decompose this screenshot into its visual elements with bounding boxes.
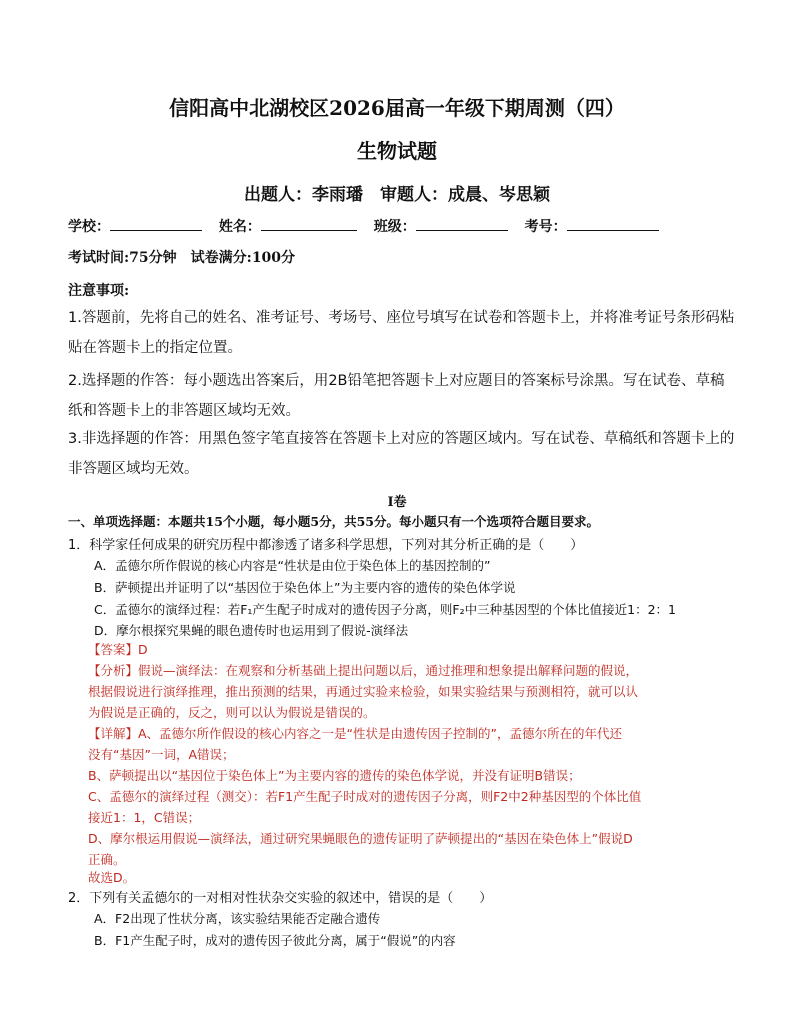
name-blank[interactable] [261, 216, 357, 231]
question-1-analysis-line: 根据假说进行演绎推理，推出预测的结果，再通过实验来检验，如果实验结果与预测相符，就可以认 [88, 684, 639, 699]
class-blank[interactable] [416, 216, 508, 231]
question-1-detail-line: 没有“基因”一词，A错误； [88, 747, 235, 762]
number-blank[interactable] [567, 216, 659, 231]
question-1-answer: 【答案】D [88, 642, 148, 657]
notice-item: 1.答题前，先将自己的姓名、准考证号、考场号、座位号填写在试卷和答题卡上，并将准考证号条形码粘贴在答题卡上的指定位置。 [68, 310, 735, 356]
question-1-detail-line: 正确。 [88, 852, 126, 867]
number-label: 考号： [524, 219, 567, 235]
class-label: 班级： [373, 219, 416, 235]
question-1-detail-line: C、孟德尔的演绎过程（测交）：若F1产生配子时成对的遗传因子分离，则F2中2种基因型的个体比值 [88, 789, 642, 804]
volume-label: I卷 [387, 495, 407, 510]
question-1-analysis-line: 【分析】假说—演绎法：在观察和分析基础上提出问题以后，通过推理和想象提出解释问题的假说， [88, 663, 639, 678]
subject-title: 生物试题 [357, 139, 437, 163]
question-2-option-b: B．F1产生配子时，成对的遗传因子彼此分离，属于“假说”的内容 [94, 933, 456, 948]
question-1-option-c: C．孟德尔的演绎过程：若F₁产生配子时成对的遗传因子分离，则F₂中三种基因型的个体比值接近1：2：1 [94, 602, 676, 617]
exam-meta: 考试时间:75分钟 试卷满分:100分 [68, 250, 296, 266]
question-1-option-b: B．萨顿提出并证明了以“基因位于染色体上”为主要内容的遗传的染色体学说 [94, 580, 516, 595]
question-1-detail-line: 接近1：1，C错误； [88, 810, 201, 825]
question-1-stem: 1．科学家任何成果的研究历程中都渗透了诸多科学思想，下列对其分析正确的是（ ） [68, 538, 584, 553]
exam-title: 信阳高中北湖校区2026届高一年级下期周测（四） [169, 96, 625, 120]
question-1-detail-line: B、萨顿提出以“基因位于染色体上”为主要内容的遗传的染色体学说，并没有证明B错误； [88, 768, 581, 783]
question-1-analysis-line: 为假说是正确的，反之，则可以认为假说是错误的。 [88, 705, 376, 720]
student-info-line [68, 216, 671, 236]
name-label: 姓名： [218, 219, 261, 235]
school-label: 学校： [68, 219, 110, 235]
authors-line: 出题人：李雨璠 审题人：成晨、岑思颖 [244, 185, 550, 205]
question-2-stem: 2．下列有关孟德尔的一对相对性状杂交实验的叙述中，错误的是（ ） [68, 891, 493, 906]
notice-title: 注意事项: [68, 283, 130, 299]
notice-item: 2.选择题的作答：每小题选出答案后，用2B铅笔把答题卡上对应题目的答案标号涂黑。写在试卷、草稿纸和答题卡上的非答题区域均无效。 [68, 373, 725, 419]
question-1-option-a: A．孟德尔所作假说的核心内容是“性状是由位于染色体上的基因控制的” [94, 558, 491, 573]
question-1-detail-line: D、摩尔根运用假说—演绎法，通过研究果蝇眼色的遗传证明了萨顿提出的“基因在染色体上”假说D [88, 831, 633, 846]
question-1-detail-line: 故选D。 [88, 870, 136, 885]
question-2-option-a: A．F2出现了性状分离，该实验结果能否定融合遗传 [94, 911, 381, 926]
section-heading: 一、单项选择题：本题共15个小题，每小题5分，共55分。每小题只有一个选项符合题目要求。 [68, 514, 599, 529]
school-blank[interactable] [110, 216, 202, 231]
question-1-detail-line: 【详解】A、孟德尔所作假设的核心内容之一是“性状是由遗传因子控制的”，孟德尔所在的年代还 [88, 726, 623, 741]
question-1-option-d: D．摩尔根探究果蝇的眼色遗传时也运用到了假说-演绎法 [94, 623, 409, 638]
notice-item: 3.非选择题的作答：用黑色签字笔直接答在答题卡上对应的答题区域内。写在试卷、草稿纸和答题卡上的非答题区域均无效。 [68, 431, 735, 477]
